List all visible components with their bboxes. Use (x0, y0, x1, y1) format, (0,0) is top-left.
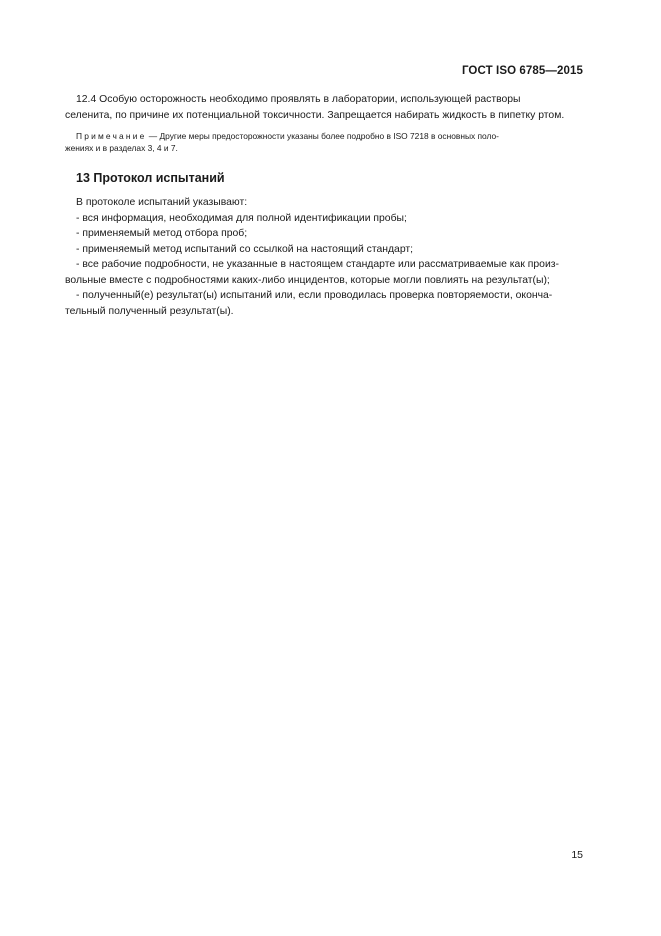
page-content (65, 92, 585, 319)
section-13-heading: 13 Протокол испытаний (76, 171, 225, 185)
section-13-intro: В протоколе испытаний указывают: (76, 197, 248, 208)
clause-12-4-line-1 (76, 92, 585, 108)
note-text-1: — Другие меры предосторожности указаны более подробно в ISO 7218 в основных поло- (146, 131, 499, 141)
list-item: - применяемый метод отбора проб; (76, 228, 248, 239)
clause-12-4-line-2 (65, 108, 585, 124)
list-item: - полученный(е) результат(ы) испытаний или, если проводилась проверка повторяемости, оконча- (76, 290, 553, 301)
note-line-2 (65, 142, 585, 154)
standard-designation: ГОСТ ISO 6785—2015 (461, 65, 583, 77)
note-line-1 (76, 130, 585, 142)
list-item: - применяемый метод испытаний со ссылкой на настоящий стандарт; (76, 243, 414, 255)
note-label: Примечание (76, 131, 147, 141)
clause-12-4-text-2: селенита, по причине их потенциальной токсичности. Запрещается набирать жидкость в пипетку ртом. (65, 110, 565, 121)
list-item-continuation: тельный полученный результат(ы). (65, 305, 234, 317)
list-item-continuation: вольные вместе с подробностями каких-либо инцидентов, которые могли повлиять на результат(ы); (65, 274, 550, 286)
clause-12-4-text-1: 12.4 Особую осторожность необходимо проявлять в лаборатории, использующей растворы (76, 94, 521, 105)
list-item: - все рабочие подробности, не указанные в настоящем стандарте или рассматриваемые как произ- (76, 259, 559, 270)
page-number: 15 (571, 849, 583, 861)
note-text-2: жениях и в разделах 3, 4 и 7. (65, 143, 178, 153)
list-item: - вся информация, необходимая для полной идентификации пробы; (76, 212, 407, 224)
